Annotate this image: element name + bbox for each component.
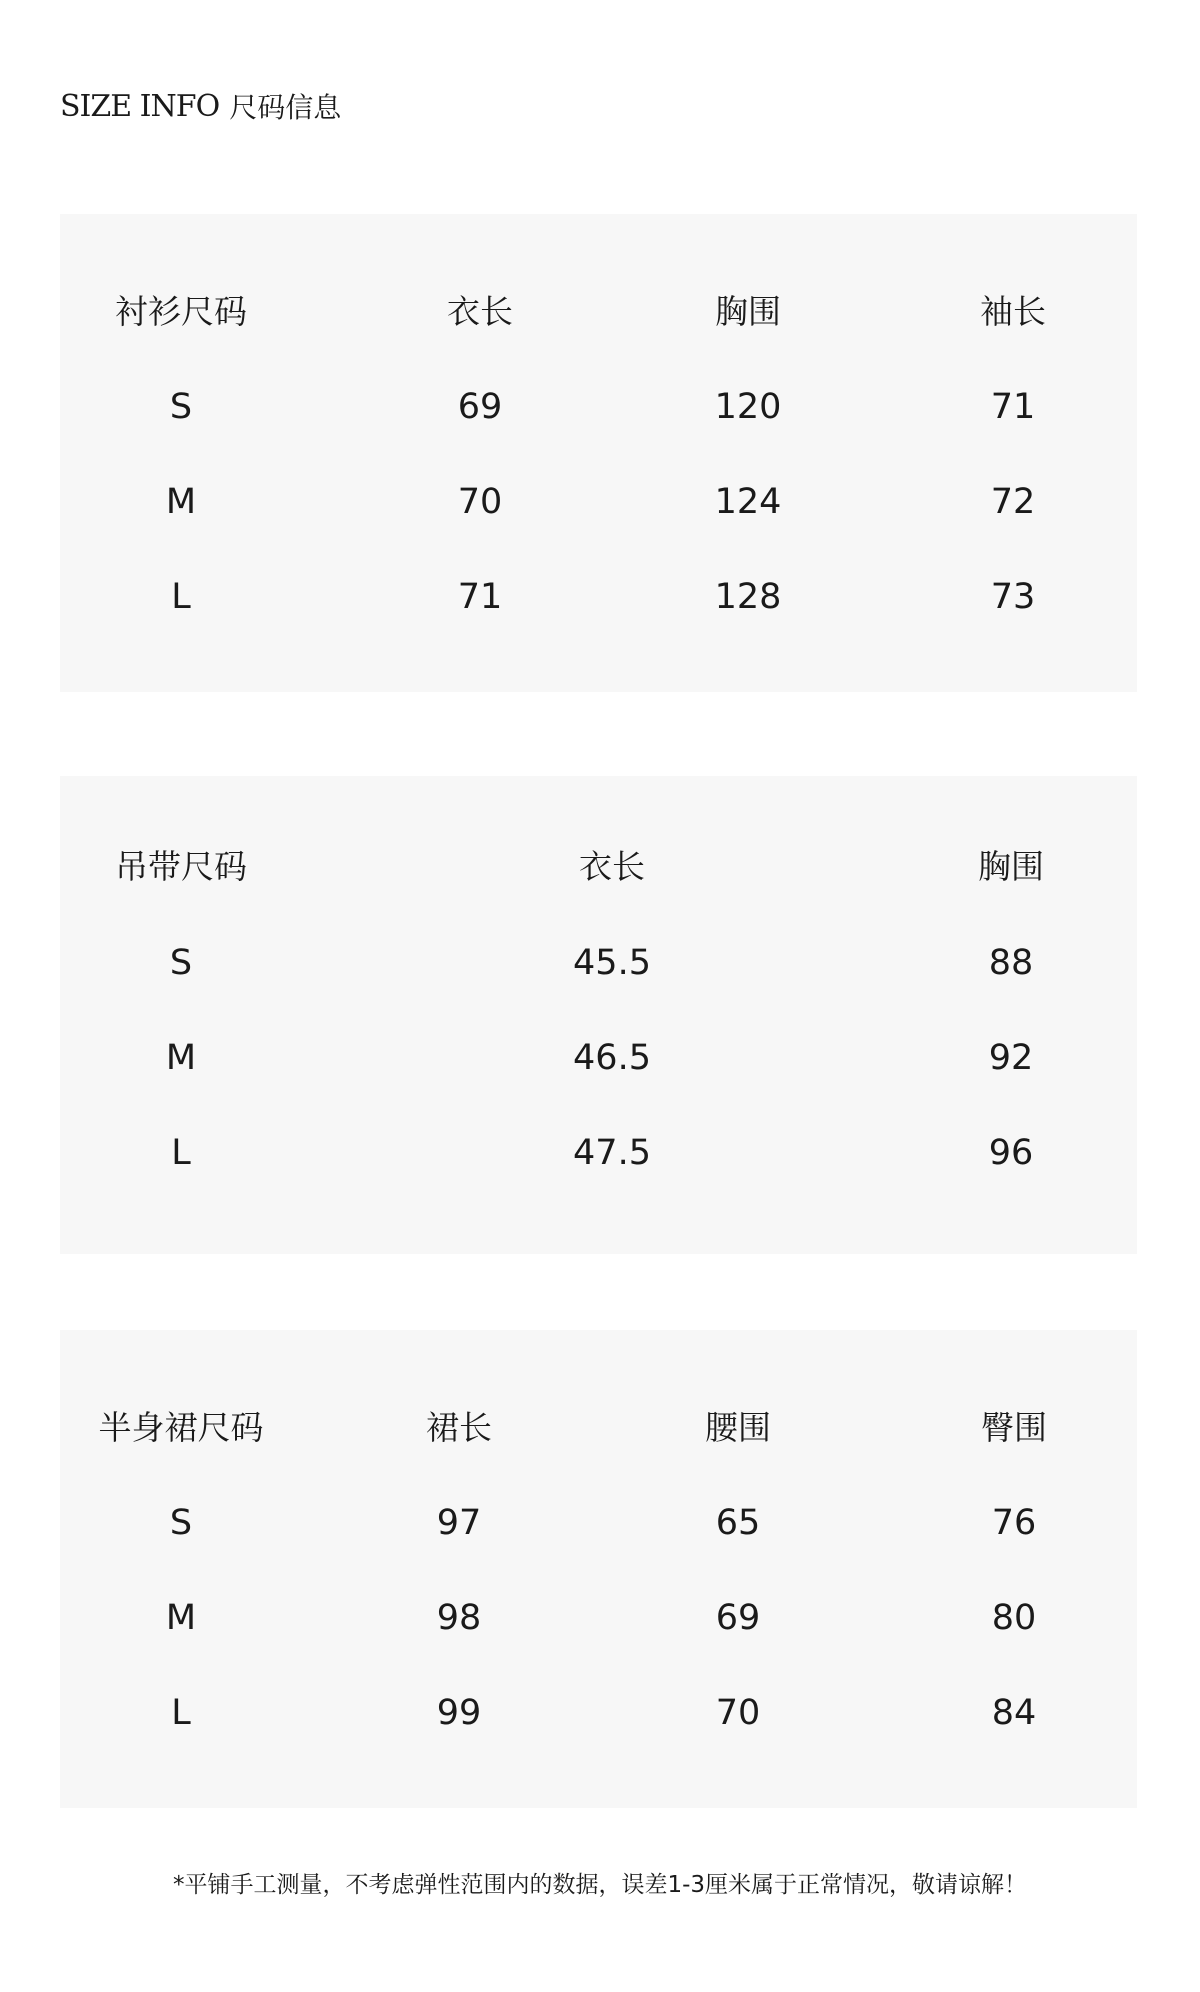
value-cell: 120 bbox=[714, 387, 782, 427]
value-cell: 84 bbox=[991, 1693, 1037, 1733]
value-cell: 92 bbox=[988, 1038, 1034, 1078]
skirt-size-table bbox=[60, 1330, 1137, 1808]
value-cell: 72 bbox=[990, 482, 1036, 522]
shirt-size-table bbox=[60, 214, 1137, 692]
value-cell: 128 bbox=[714, 577, 782, 617]
value-cell: 76 bbox=[991, 1503, 1037, 1543]
value-cell: 97 bbox=[436, 1503, 482, 1543]
size-cell: L bbox=[171, 577, 191, 617]
title-english: SIZE INFO bbox=[60, 88, 220, 124]
size-cell: M bbox=[165, 1598, 197, 1638]
value-cell: 71 bbox=[990, 387, 1036, 427]
value-cell: 69 bbox=[715, 1598, 761, 1638]
column-header: 吊带尺码 bbox=[115, 847, 247, 886]
table-header-row bbox=[60, 282, 1137, 342]
value-cell: 70 bbox=[715, 1693, 761, 1733]
column-header: 胸围 bbox=[978, 847, 1044, 886]
value-cell: 69 bbox=[457, 387, 503, 427]
table-row bbox=[60, 1683, 1137, 1743]
size-cell: S bbox=[169, 943, 193, 983]
column-header: 袖长 bbox=[980, 292, 1046, 331]
table-row bbox=[60, 1123, 1137, 1183]
table-row bbox=[60, 933, 1137, 993]
table-row bbox=[60, 472, 1137, 532]
table-row bbox=[60, 1028, 1137, 1088]
value-cell: 46.5 bbox=[573, 1038, 651, 1078]
column-header: 裙长 bbox=[426, 1408, 492, 1447]
value-cell: 98 bbox=[436, 1598, 482, 1638]
page-title bbox=[60, 84, 341, 128]
column-header: 半身裙尺码 bbox=[98, 1408, 264, 1447]
value-cell: 99 bbox=[436, 1693, 482, 1733]
value-cell: 124 bbox=[714, 482, 782, 522]
table-row bbox=[60, 567, 1137, 627]
table-row bbox=[60, 377, 1137, 437]
column-header: 衣长 bbox=[447, 292, 513, 331]
title-chinese: 尺码信息 bbox=[229, 91, 342, 124]
table-row bbox=[60, 1588, 1137, 1648]
value-cell: 88 bbox=[988, 943, 1034, 983]
column-header: 衬衫尺码 bbox=[115, 292, 247, 331]
size-cell: S bbox=[169, 1503, 193, 1543]
value-cell: 80 bbox=[991, 1598, 1037, 1638]
column-header: 衣长 bbox=[579, 847, 645, 886]
value-cell: 73 bbox=[990, 577, 1036, 617]
value-cell: 47.5 bbox=[573, 1133, 651, 1173]
size-cell: M bbox=[165, 482, 197, 522]
table-header-row bbox=[60, 837, 1137, 897]
table-row bbox=[60, 1493, 1137, 1553]
size-cell: L bbox=[171, 1693, 191, 1733]
size-cell: S bbox=[169, 387, 193, 427]
size-cell: M bbox=[165, 1038, 197, 1078]
table-header-row bbox=[60, 1398, 1137, 1458]
column-header: 腰围 bbox=[705, 1408, 771, 1447]
value-cell: 45.5 bbox=[573, 943, 651, 983]
value-cell: 71 bbox=[457, 577, 503, 617]
column-header: 臀围 bbox=[981, 1408, 1047, 1447]
value-cell: 65 bbox=[715, 1503, 761, 1543]
camisole-size-table bbox=[60, 776, 1137, 1254]
value-cell: 70 bbox=[457, 482, 503, 522]
value-cell: 96 bbox=[988, 1133, 1034, 1173]
column-header: 胸围 bbox=[715, 292, 781, 331]
size-cell: L bbox=[171, 1133, 191, 1173]
measurement-note: *平铺手工测量，不考虑弹性范围内的数据，误差1-3厘米属于正常情况，敬请谅解！ bbox=[172, 1872, 1028, 1898]
